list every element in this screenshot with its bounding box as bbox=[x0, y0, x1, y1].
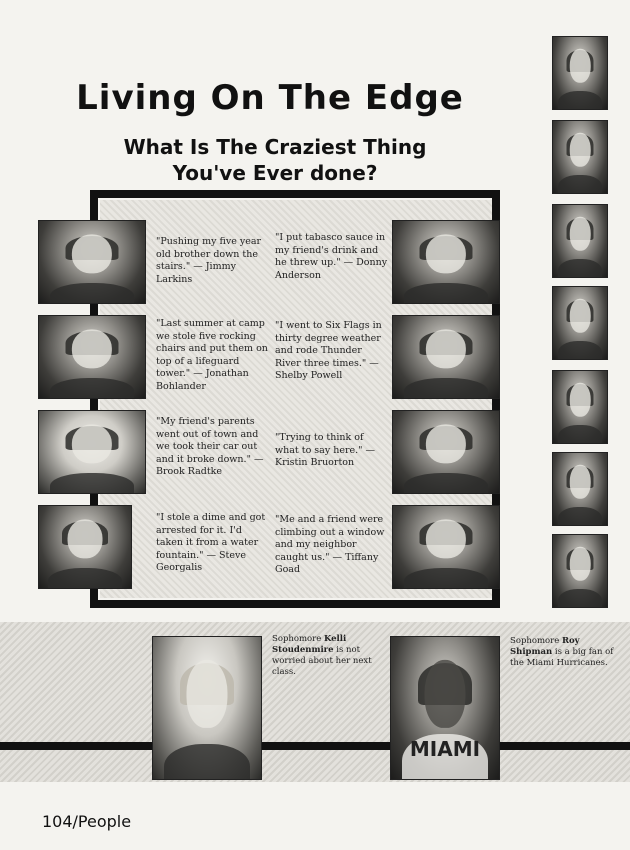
portrait-photo bbox=[552, 286, 608, 360]
frame-border-top bbox=[90, 190, 500, 198]
quote-text: "My friend's parents went out of town and we took their car out and it broke down." — Brook Radtke bbox=[156, 416, 264, 477]
quote-text: "I stole a dime and got arrested for it. I'd taken it from a water fountain." — Steve Georgalis bbox=[156, 512, 266, 573]
kelli-photo bbox=[152, 636, 262, 780]
kelli-caption: Sophomore Kelli Stoudenmire is not worried about her next class. bbox=[272, 634, 372, 677]
student-photo bbox=[392, 410, 500, 494]
portrait-photo bbox=[552, 120, 608, 194]
quote-text: "I put tabasco sauce in my friend's drink and he threw up." — Donny Anderson bbox=[275, 232, 388, 281]
quote-text: "Me and a friend were climbing out a window and my neighbor caught us." — Tiffany Goad bbox=[275, 514, 385, 575]
subtitle-line-2: You've Ever done? bbox=[172, 161, 378, 185]
frame-border-bottom bbox=[90, 600, 500, 608]
portrait-photo bbox=[552, 370, 608, 444]
quote-text: "I went to Six Flags in thirty degree weather and rode Thunder River three times." — Shelby Powell bbox=[275, 320, 382, 381]
page-title: Living On The Edge bbox=[76, 78, 464, 118]
roy-name: Roy Shipman bbox=[510, 636, 580, 657]
student-photo bbox=[38, 220, 146, 304]
portrait-photo bbox=[552, 204, 608, 278]
portrait-photo bbox=[552, 534, 608, 608]
roy-photo bbox=[390, 636, 500, 780]
kelli-name: Kelli Stoudenmire bbox=[272, 634, 347, 655]
page-folio: 104/People bbox=[42, 812, 132, 831]
portrait-photo bbox=[552, 36, 608, 110]
student-photo bbox=[392, 315, 500, 399]
subtitle-line-1: What Is The Craziest Thing bbox=[123, 135, 427, 159]
roy-caption: Sophomore Roy Shipman is a big fan of the Miami Hurricanes. bbox=[510, 636, 614, 668]
bottom-band-rule bbox=[0, 742, 630, 750]
portrait-photo bbox=[552, 452, 608, 526]
quote-text: "Trying to think of what to say here." — Kristin Bruorton bbox=[275, 432, 376, 468]
student-photo bbox=[392, 220, 500, 304]
shirt-text: MIAMI bbox=[409, 737, 481, 761]
page-subtitle bbox=[95, 134, 455, 186]
quote-text: "Pushing my five year old brother down the stairs." — Jimmy Larkins bbox=[156, 236, 262, 285]
student-photo bbox=[38, 410, 146, 494]
quote-text: "Last summer at camp we stole five rocking chairs and put them on top of a lifeguard tower." — Jonathan Bohlander bbox=[156, 318, 268, 392]
student-photo bbox=[38, 505, 132, 589]
student-photo bbox=[392, 505, 500, 589]
student-photo bbox=[38, 315, 146, 399]
